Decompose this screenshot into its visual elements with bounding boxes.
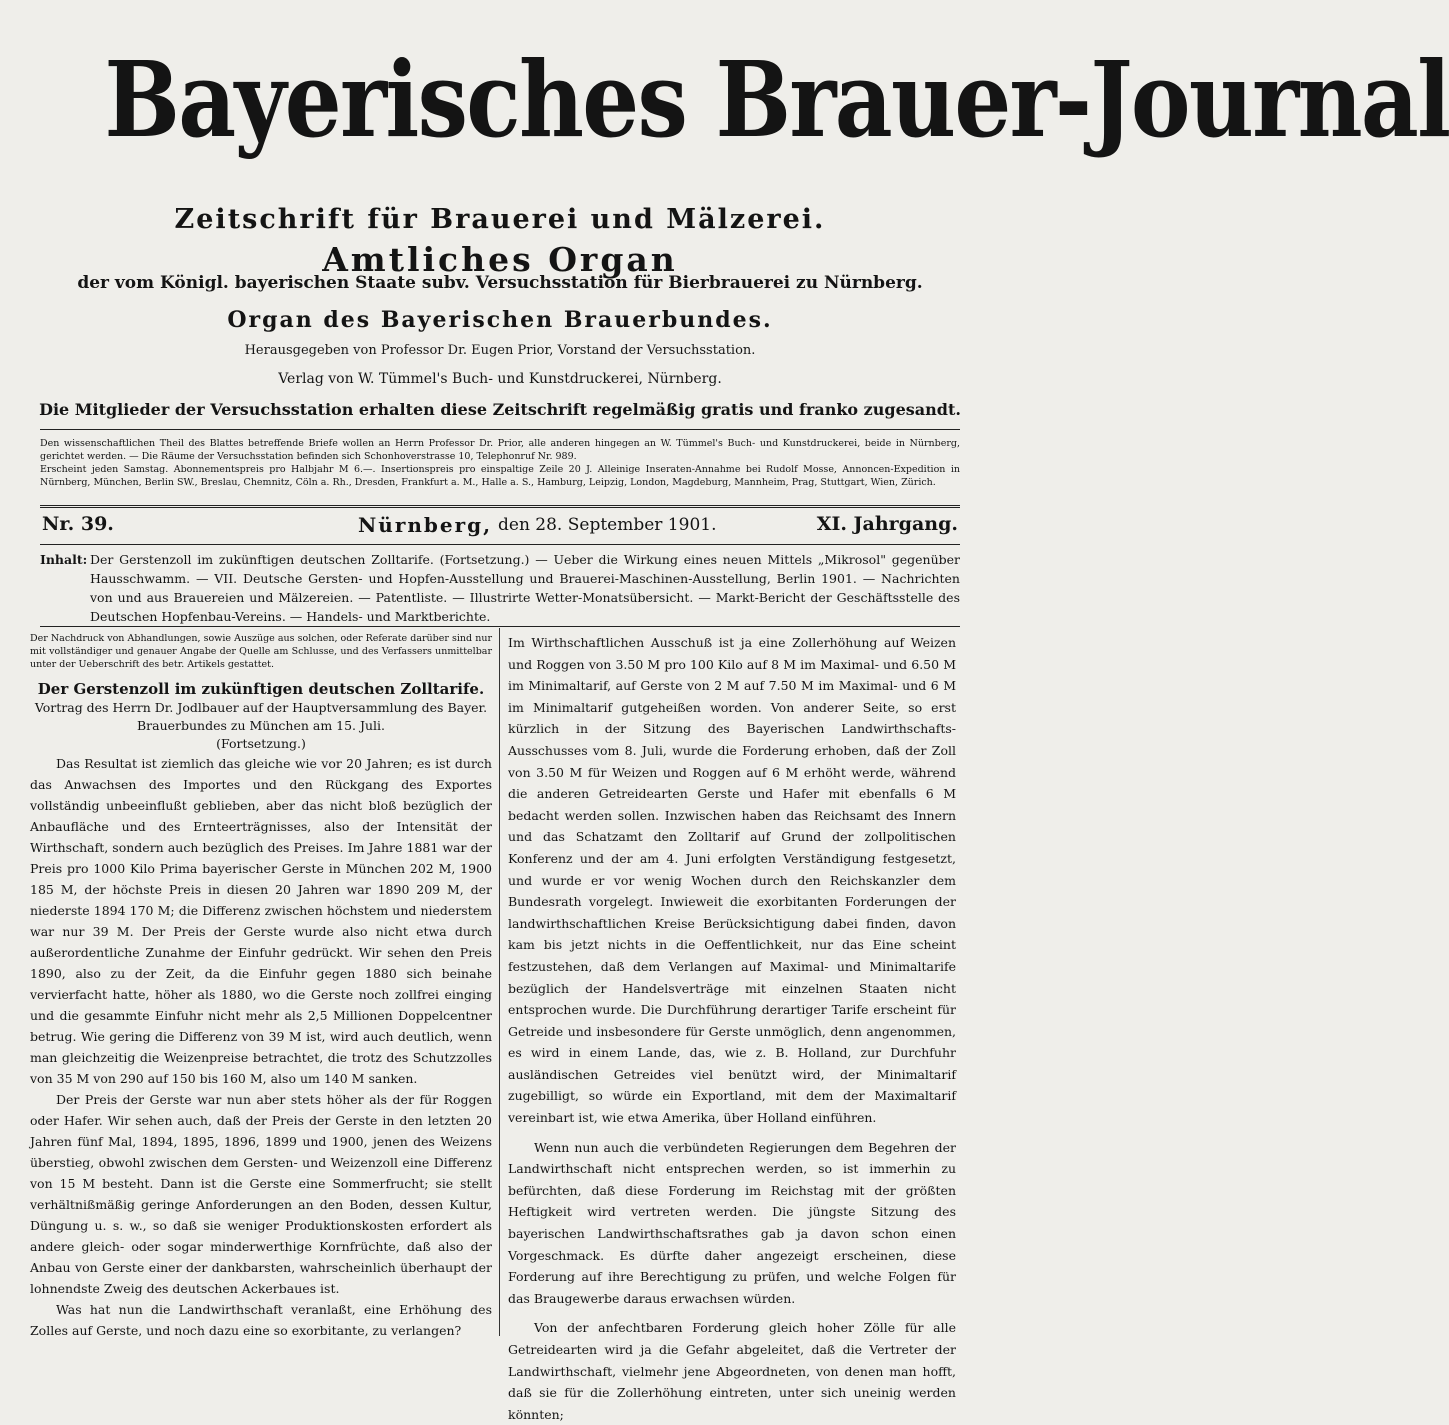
column-left (30, 632, 492, 1341)
column-divider (499, 628, 500, 1336)
issue-bar (40, 513, 960, 543)
article-body-right (508, 632, 956, 1425)
paragraph: Wenn nun auch die verbündeten Regierungen dem Begehren der Landwirthschaft nicht entsprechen werden, so ist immerhin zu befürchten, daß diese Forderung im Reichstag mit der größten Heftigkeit wird vertreten werden. Die jüngste Sitzung des bayerischen Landwirthschaftsrathes gab ja davon schon einen Vorgeschmack. Es dürfte daher angezeigt erscheinen, diese Forderung auf ihre Berechtigung zu prüfen, und welche Folgen für das Braugewerbe daraus erwachsen würden. (508, 1139, 956, 1306)
paragraph: Das Resultat ist ziemlich das gleiche wie vor 20 Jahren; es ist durch das Anwachsen des Importes und den Rückgang des Exportes vollständig unbeeinflußt geblieben, aber das nicht bloß bezüglich der Anbaufläche und des Ernteerträgnisses, also der Intensität der Wirthschaft, sondern auch bezüglich des Preises. Im Jahre 1881 war der Preis pro 1000 Kilo Prima bayerischer Gerste in München 202 M, 1900 185 M, der höchste Preis in diesen 20 Jahren war 1890 209 M, der niederste 1894 170 M; die Differenz zwischen höchstem und niederstem war nur 39 M. Der Preis der Gerste wurde also nicht etwa durch außerordentliche Zunahme der Einfuhr gedrückt. Wir sehen den Preis 1890, also zu der Zeit, da die Einfuhr gegen 1880 sich beinahe vervierfacht hatte, höher als 1880, wo die Gerste noch zollfrei einging und die gesammte Einfuhr nicht mehr als 2,5 Millionen Doppelcentner betrug. Wie gering die Differenz von 39 M ist, wird auch deutlich, wenn man gleichzeitig die Weizenpreise betrachtet, die trotz des Schutzzolles von 35 M von 290 auf 150 bis 160 M, also um 140 M sanken. (30, 756, 492, 1086)
article-lecture-note: Vortrag des Herrn Dr. Jodlbauer auf der Hauptversammlung des Bayer. Brauerbundes zu München am 15. Juli. (34, 700, 488, 733)
editor-line: Herausgegeben von Professor Dr. Eugen Prior, Vorstand der Versuchsstation. (244, 343, 756, 358)
paragraph: Von der anfechtbaren Forderung gleich hoher Zölle für alle Getreidearten wird ja die Gefahr abgeleitet, daß die Vertreter der Landwirthschaft, vielmehr jene Abgeordneten, von denen man hofft, daß sie für die Zollerhöhung eintreten, unter sich uneinig werden könnten; (508, 1320, 956, 1422)
paragraph: Was hat nun die Landwirthschaft veranlaßt, eine Erhöhung des Zolles auf Gerste, und noch dazu eine so exorbitante, zu verlangen? (30, 1302, 492, 1338)
paragraph-gap (508, 1309, 956, 1317)
station-line: der vom Königl. bayerischen Staate subv. Versuchsstation für Bierbrauerei zu Nürnberg. (77, 273, 923, 293)
toc-label: Inhalt: (40, 552, 88, 567)
toc-text: Der Gerstenzoll im zukünftigen deutschen Zolltarife. (Fortsetzung.) — Ueber die Wirkung eines neuen Mittels „Mikrosol" gegenüber Hausschwamm. — VII. Deutsche Gersten- und Hopfen-Ausstellung und Brauerei-Maschinen-Ausstellung, Berlin 1901. — Nachrichten von und aus Brauereien und Mälzereien. — Patentliste. — Illustrirte Wetter-Monatsübersicht. — Markt-Bericht der Geschäftsstelle des Deutschen Hopfenbau-Vereins. — Handels- und Marktberichte. (90, 552, 960, 624)
masthead-title: Bayerisches Brauer-Journal (104, 38, 1449, 161)
issue-number: Nr. 39. (42, 513, 114, 535)
article-body-left (30, 753, 492, 1341)
rule-toc-bottom (40, 626, 960, 627)
table-of-contents (40, 550, 960, 626)
paragraph: Der Preis der Gerste war nun aber stets höher als der für Roggen oder Hafer. Wir sehen auch, daß der Preis der Gerste in den letzten 20 Jahren fünf Mal, 1894, 1895, 1896, 1899 und 1900, jenen des Weizens überstieg, obwohl zwischen dem Gersten- und Weizenzoll eine Differenz von 15 M besteht. Dann ist die Gerste eine Sommerfrucht; sie stellt verhältnißmäßig geringe Anforderungen an den Boden, dessen Kultur, Düngung u. s. w., so daß sie weniger Produktionskosten erfordert als andere gleich- oder sogar minderwerthige Kornfrüchte, daß also der Anbau von Gerste einer der dankbarsten, wahrscheinlich überhaupt der lohnendste Zweig des deutschen Ackerbaues ist. (30, 1092, 492, 1296)
members-notice: Die Mitglieder der Versuchsstation erhalten diese Zeitschrift regelmäßig gratis und franko zugesandt. (39, 400, 961, 419)
rule-issue-bottom (40, 544, 960, 545)
brewers-union-line: Organ des Bayerischen Brauerbundes. (227, 307, 773, 333)
subscription-notice (40, 437, 960, 489)
official-organ-heading: Amtliches Organ (322, 240, 678, 279)
paragraph-gap (508, 1129, 956, 1137)
rule-top (40, 429, 960, 430)
publisher-line: Verlag von W. Tümmel's Buch- und Kunstdruckerei, Nürnberg. (278, 371, 722, 387)
issue-volume: XI. Jahrgang. (816, 513, 958, 535)
issue-place: Nürnberg, (358, 513, 493, 537)
notice-subscription: Erscheint jeden Samstag. Abonnementspreis pro Halbjahr M 6.—. Insertionspreis pro einspaltige Zeile 20 J. Alleinige Inseraten-Annahme bei Rudolf Mosse, Annoncen-Expedition in Nürnberg, München, Berlin SW., Breslau, Chemnitz, Cöln a. Rh., Dresden, Frankfurt a. M., Halle a. S., Hamburg, Leipzig, London, Magdeburg, Mannheim, Prag, Stuttgart, Wien, Zürich. (40, 464, 960, 488)
paragraph: Im Wirthschaftlichen Ausschuß ist ja eine Zollerhöhung auf Weizen und Roggen von 3.50 M pro 100 Kilo auf 8 M im Maximal- und 6.50 M im Minimaltarif, auf Gerste von 2 M auf 7.50 M im Maximal- und 6 M im Minimaltarif gutgeheißen worden. Von anderer Seite, so erst kürzlich in der Sitzung des Bayerischen Landwirthschafts-Ausschusses vom 8. Juli, wurde die Forderung erhoben, daß der Zoll von 3.50 M für Weizen und Roggen auf 6 M erhöht werde, während die anderen Getreidearten Gerste und Hafer mit ebenfalls 6 M bedacht werden sollen. Inzwischen haben das Reichsamt des Innern und das Schatzamt den Zolltarif auf Grund der zollpolitischen Konferenz und der am 4. Juni erfolgten Verständigung festgesetzt, und wurde er vor wenig Wochen durch den Reichskanzler dem Bundesrath vorgelegt. Inwieweit die exorbitanten Forderungen der landwirthschaftlichen Kreise Berücksichtigung dabei finden, davon kam bis jetzt nichts in die Oeffentlichkeit, nur das Eine scheint festzustehen, daß dem Verlangen auf Maximal- und Minimaltarife bezüglich der Handelsverträge mit einzelnen Staaten nicht entsprochen wurde. Die Durchführung derartiger Tarife erscheint für Getreide und insbesondere für Gerste unmöglich, denn angenommen, es wird in einem Lande, das, wie z. B. Holland, zur Durchfuhr ausländischen Getreides viel benützt wird, der Minimaltarif zugebilligt, so würde ein Exportland, mit dem der Maximaltarif vereinbart ist, wie etwa Amerika, über Holland einführen. (508, 635, 956, 1126)
notice-correspondence: Den wissenschaftlichen Theil des Blattes betreffende Briefe wollen an Herrn Professor Dr. Prior, alle anderen hingegen an W. Tümmel's Buch- und Kunstdruckerei, beide in Nürnberg, gerichtet werden. — Die Räume der Versuchsstation befinden sich Schonhoverstrasse 10, Telephonruf Nr. 989. (40, 438, 960, 462)
rule-issue-top (40, 505, 960, 508)
article-continuation: (Fortsetzung.) (216, 736, 306, 751)
issue-date: den 28. September 1901. (498, 515, 717, 535)
masthead-subtitle: Zeitschrift für Brauerei und Mälzerei. (174, 204, 826, 235)
article-title: Der Gerstenzoll im zukünftigen deutschen Zolltarife. (37, 680, 485, 698)
column-right (508, 632, 956, 1425)
reprint-note: Der Nachdruck von Abhandlungen, sowie Auszüge aus solchen, oder Referate darüber sind nur mit vollständiger und genauer Angabe der Quelle am Schlusse, und des Verfassers unmittelbar unter der Ueberschrift des betr. Artikels gestattet. (30, 633, 492, 670)
